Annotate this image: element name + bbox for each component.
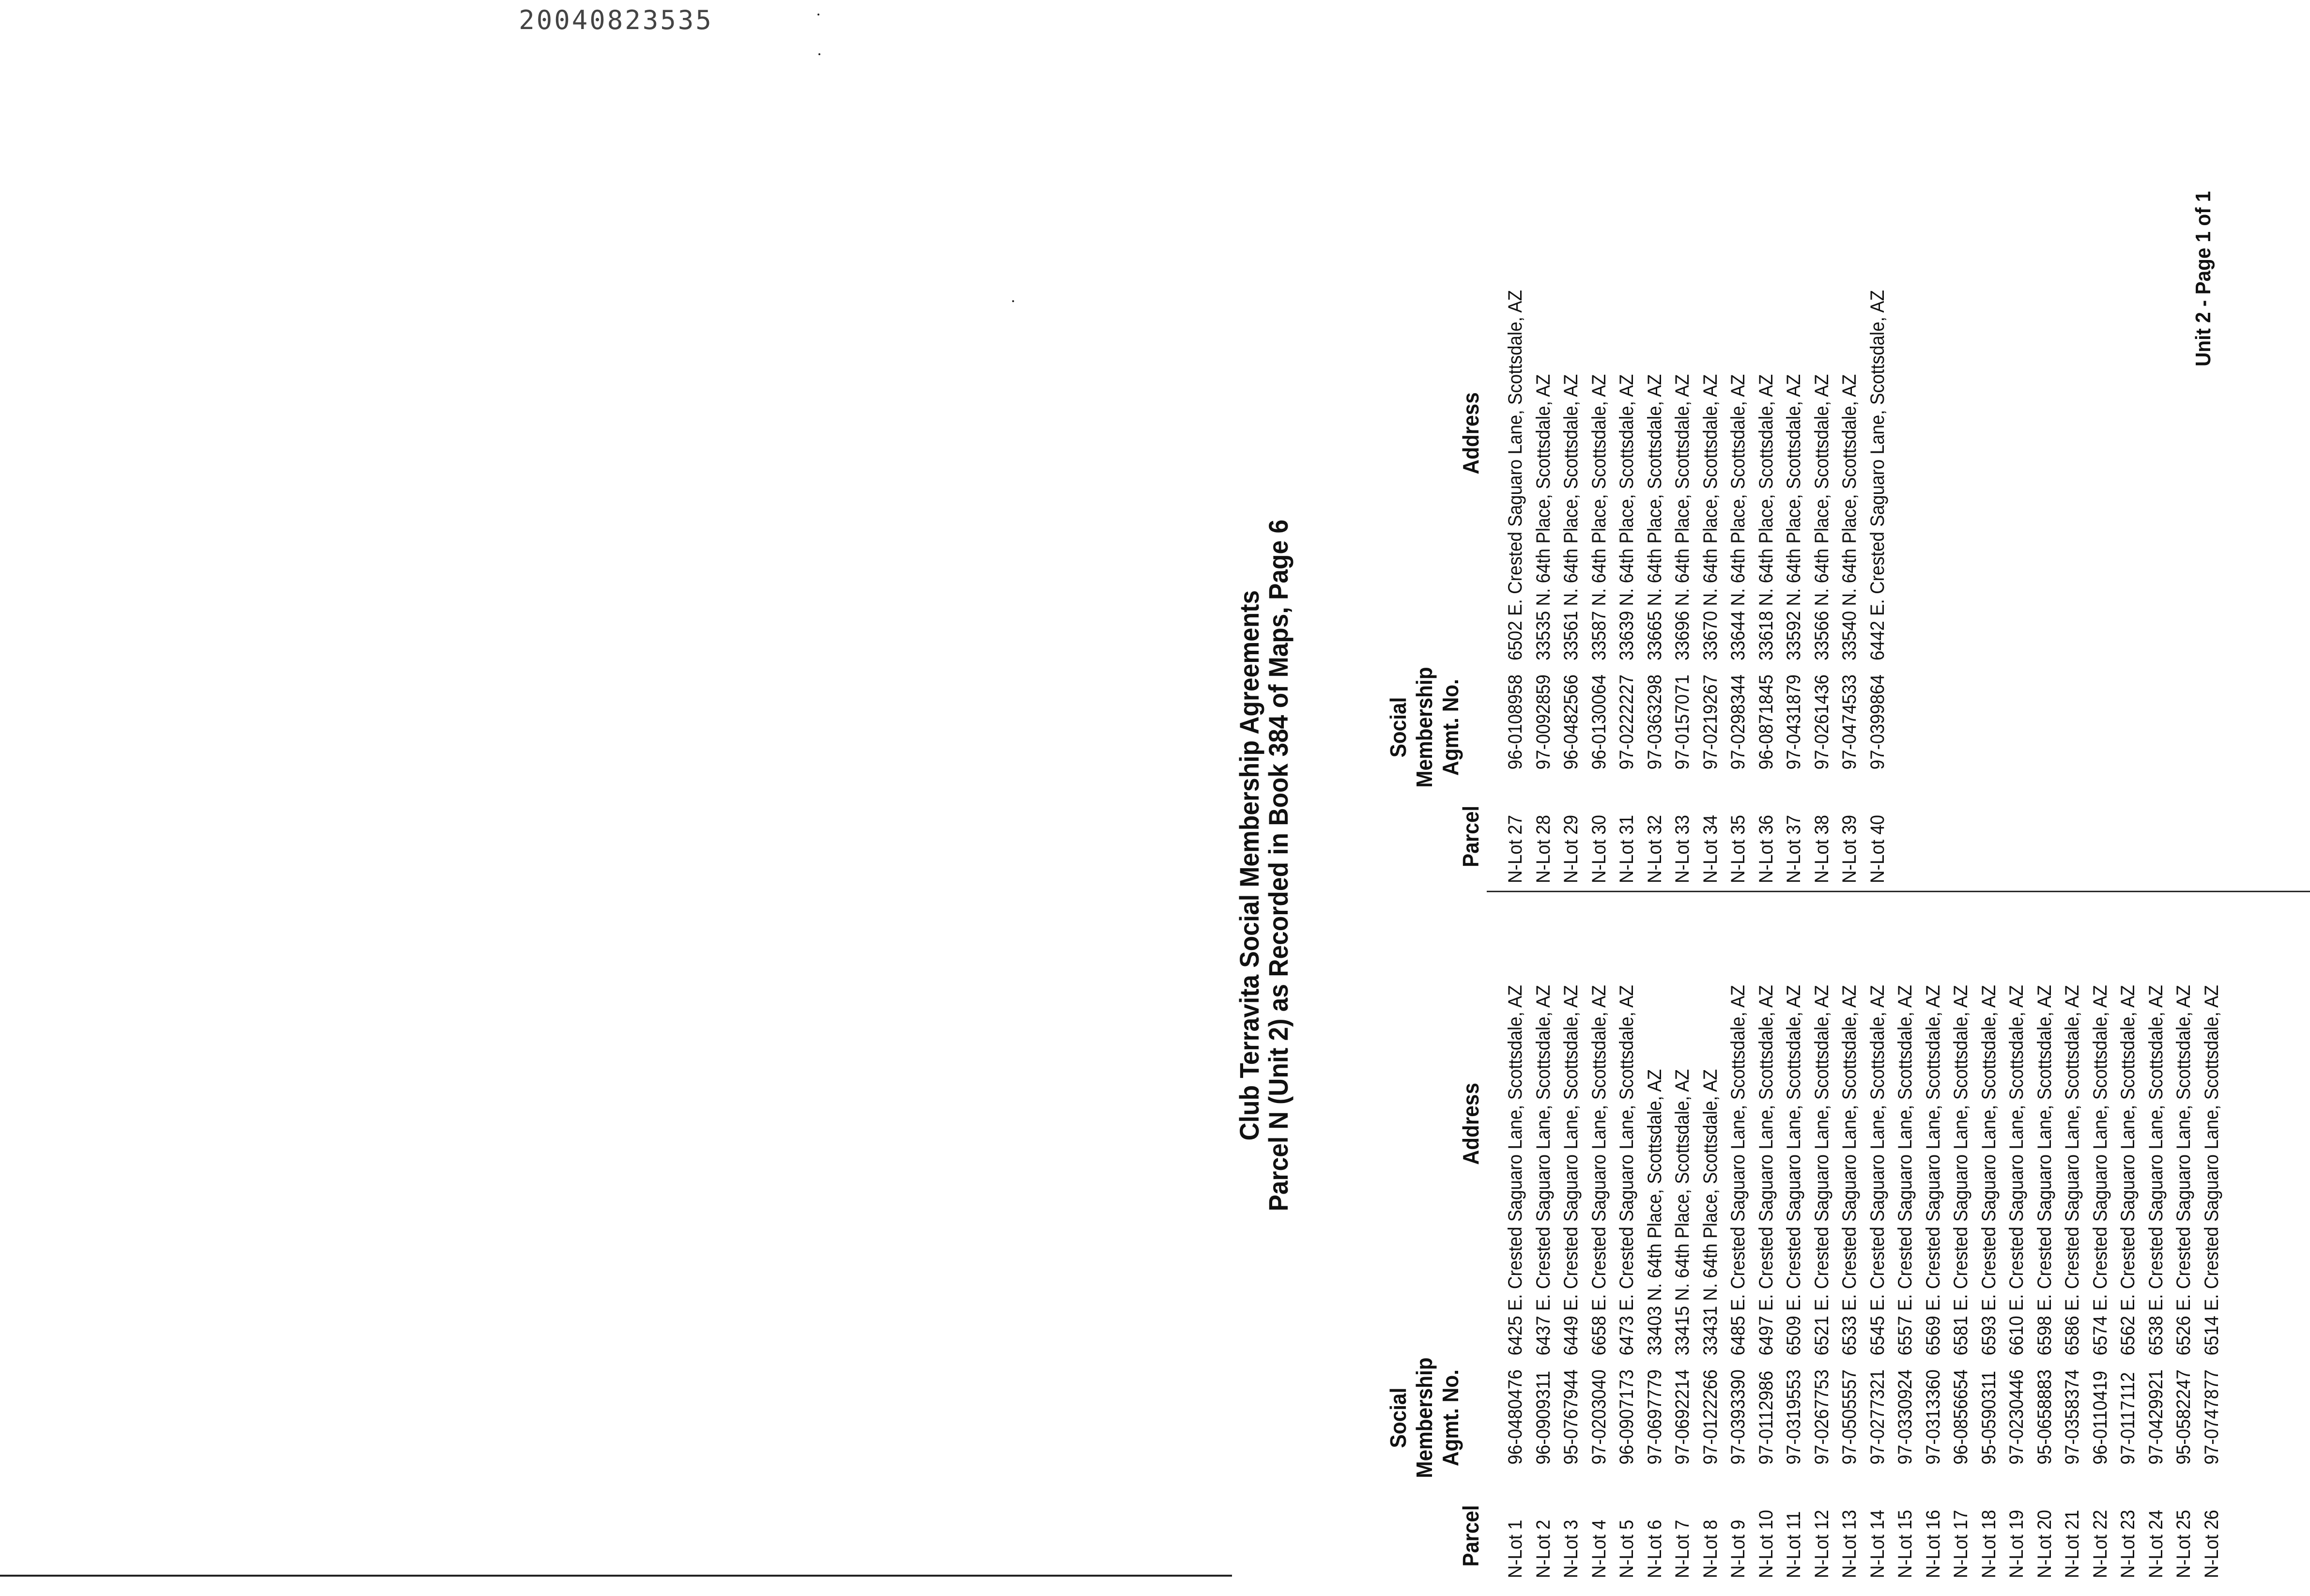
table-row	[2142, 910, 2170, 1578]
address-cell: 33540 N. 64th Place, Scottsdale, AZ	[1839, 374, 1860, 660]
parcel-cell: N-Lot 16	[1922, 1510, 1944, 1579]
parcel-cell: N-Lot 30	[1588, 814, 1610, 883]
left-header-agmt	[1385, 1351, 1463, 1485]
agmt-no-cell: 97-0298344	[1727, 674, 1749, 770]
address-cell: 33644 N. 64th Place, Scottsdale, AZ	[1727, 374, 1749, 660]
parcel-cell: N-Lot 18	[1978, 1510, 2000, 1579]
agmt-no-cell: 97-0117112	[2117, 1372, 2139, 1465]
right-header-agmt	[1385, 660, 1463, 794]
agmt-no-cell: 96-0482566	[1560, 674, 1582, 770]
table-row	[2058, 910, 2086, 1578]
table-row	[1696, 910, 1725, 1578]
table-row	[1585, 215, 1613, 883]
table-row	[1780, 910, 1808, 1578]
title-block	[1235, 135, 1293, 1596]
table-row	[2086, 910, 2114, 1578]
address-cell: 6581 E. Crested Saguaro Lane, Scottsdale, AZ	[1950, 985, 1971, 1356]
parcel-cell: N-Lot 39	[1839, 814, 1860, 883]
agmt-no-cell: 96-0856654	[1950, 1369, 1971, 1465]
address-cell: 6538 E. Crested Saguaro Lane, Scottsdale, AZ	[2145, 985, 2167, 1356]
address-cell: 33696 N. 64th Place, Scottsdale, AZ	[1672, 374, 1693, 660]
address-cell: 6442 E. Crested Saguaro Lane, Scottsdale, AZ	[1866, 290, 1888, 660]
agmt-no-cell: 95-0590311	[1978, 1370, 2000, 1465]
address-cell: 6593 E. Crested Saguaro Lane, Scottsdale, AZ	[1978, 985, 2000, 1356]
table-row	[1835, 910, 1863, 1578]
table-row	[1975, 910, 2003, 1578]
agmt-no-cell: 97-0112986	[1755, 1370, 1777, 1465]
column-divider	[1487, 891, 2310, 892]
parcel-cell: N-Lot 26	[2201, 1510, 2222, 1579]
parcel-cell: N-Lot 31	[1616, 814, 1637, 883]
table-row	[1752, 910, 1780, 1578]
agmt-no-cell: 96-0871845	[1755, 674, 1777, 770]
address-cell: 33431 N. 64th Place, Scottsdale, AZ	[1699, 1069, 1721, 1356]
right-header-address: Address	[1458, 392, 1483, 475]
agmt-no-cell: 96-0909311	[1532, 1370, 1554, 1465]
table-row	[1641, 910, 1669, 1578]
agmt-no-cell: 97-0393390	[1727, 1369, 1749, 1465]
agmt-no-cell: 97-0431879	[1783, 674, 1804, 770]
table-row	[1863, 910, 1892, 1578]
parcel-cell: N-Lot 12	[1811, 1510, 1833, 1579]
table-row	[1557, 910, 1585, 1578]
address-cell: 6610 E. Crested Saguaro Lane, Scottsdale, AZ	[2006, 985, 2027, 1356]
right-header-parcel: Parcel	[1458, 805, 1483, 867]
rotated-page	[1109, 191, 2222, 1596]
left-header-parcel: Parcel	[1458, 1505, 1483, 1567]
address-cell: 33415 N. 64th Place, Scottsdale, AZ	[1672, 1069, 1693, 1356]
address-cell: 6437 E. Crested Saguaro Lane, Scottsdale, AZ	[1532, 985, 1554, 1356]
address-cell: 6509 E. Crested Saguaro Lane, Scottsdale, AZ	[1783, 985, 1804, 1356]
address-cell: 6526 E. Crested Saguaro Lane, Scottsdale, AZ	[2173, 985, 2194, 1356]
agmt-no-cell: 96-0110419	[2089, 1370, 2111, 1465]
address-cell: 33561 N. 64th Place, Scottsdale, AZ	[1560, 374, 1582, 660]
agmt-no-cell: 97-0267753	[1811, 1369, 1833, 1465]
table-row	[1557, 215, 1585, 883]
right-header-agmt-line3: Agmt. No.	[1438, 679, 1463, 776]
agmt-no-cell: 96-0907173	[1616, 1369, 1637, 1465]
scan-speck	[817, 14, 819, 15]
address-cell: 6545 E. Crested Saguaro Lane, Scottsdale, AZ	[1866, 985, 1888, 1356]
agmt-no-cell: 97-0230446	[2006, 1369, 2027, 1465]
table-row	[1947, 910, 1975, 1578]
parcel-cell: N-Lot 8	[1699, 1519, 1721, 1579]
agmt-no-cell: 97-0474533	[1839, 674, 1860, 770]
right-header-agmt-line1: Social	[1386, 697, 1411, 758]
parcel-cell: N-Lot 21	[2062, 1510, 2083, 1579]
table-row	[1752, 215, 1780, 883]
address-cell: 6586 E. Crested Saguaro Lane, Scottsdale, AZ	[2062, 985, 2083, 1356]
table-row	[1529, 910, 1557, 1578]
table-row	[1641, 215, 1669, 883]
parcel-cell: N-Lot 3	[1560, 1519, 1582, 1579]
agmt-no-cell: 96-0130064	[1588, 674, 1610, 770]
address-cell: 6473 E. Crested Saguaro Lane, Scottsdale, AZ	[1616, 985, 1637, 1356]
address-cell: 6533 E. Crested Saguaro Lane, Scottsdale, AZ	[1839, 985, 1860, 1356]
table-row	[1696, 215, 1725, 883]
address-cell: 6574 E. Crested Saguaro Lane, Scottsdale, AZ	[2089, 985, 2111, 1356]
address-cell: 33587 N. 64th Place, Scottsdale, AZ	[1588, 374, 1610, 660]
left-header-agmt-line2: Membership	[1412, 1357, 1437, 1478]
parcel-cell: N-Lot 25	[2173, 1510, 2194, 1579]
address-cell: 33665 N. 64th Place, Scottsdale, AZ	[1644, 374, 1665, 660]
right-header-agmt-line2: Membership	[1412, 667, 1437, 788]
parcel-cell: N-Lot 33	[1672, 814, 1693, 883]
address-cell: 33403 N. 64th Place, Scottsdale, AZ	[1644, 1069, 1665, 1356]
parcel-cell: N-Lot 23	[2117, 1510, 2139, 1579]
address-cell: 6502 E. Crested Saguaro Lane, Scottsdale, AZ	[1505, 290, 1526, 660]
table-row	[2170, 910, 2198, 1578]
parcel-cell: N-Lot 19	[2006, 1510, 2027, 1579]
parcel-cell: N-Lot 32	[1644, 814, 1665, 883]
address-cell: 6557 E. Crested Saguaro Lane, Scottsdale, AZ	[1894, 985, 1916, 1356]
parcel-cell: N-Lot 40	[1866, 814, 1888, 883]
parcel-cell: N-Lot 7	[1672, 1519, 1693, 1579]
table-row	[1863, 215, 1892, 883]
agmt-no-cell: 97-0203040	[1588, 1369, 1610, 1465]
address-cell: 6449 E. Crested Saguaro Lane, Scottsdale, AZ	[1560, 985, 1582, 1356]
title-line-1: Club Terravita Social Membership Agreements	[1234, 590, 1264, 1141]
address-cell: 33670 N. 64th Place, Scottsdale, AZ	[1699, 374, 1721, 660]
table-row	[1668, 910, 1696, 1578]
parcel-cell: N-Lot 9	[1727, 1519, 1749, 1579]
address-cell: 6598 E. Crested Saguaro Lane, Scottsdale, AZ	[2033, 985, 2055, 1356]
table-row	[1613, 215, 1641, 883]
table-row	[1835, 215, 1863, 883]
agmt-no-cell: 97-0277321	[1866, 1369, 1888, 1465]
table-row	[2002, 910, 2031, 1578]
table-row	[1808, 910, 1836, 1578]
address-cell: 6485 E. Crested Saguaro Lane, Scottsdale, AZ	[1727, 985, 1749, 1356]
agmt-no-cell: 97-0358374	[2062, 1369, 2083, 1465]
address-cell: 6569 E. Crested Saguaro Lane, Scottsdale, AZ	[1922, 985, 1944, 1356]
table-row	[1724, 910, 1752, 1578]
parcel-cell: N-Lot 1	[1505, 1519, 1526, 1579]
scan-speck	[1012, 300, 1014, 302]
agmt-no-cell: 97-0747877	[2201, 1369, 2222, 1465]
agmt-no-cell: 97-0330924	[1894, 1369, 1916, 1465]
left-header-address: Address	[1458, 1083, 1483, 1165]
agmt-no-cell: 97-0122266	[1699, 1369, 1721, 1465]
parcel-cell: N-Lot 14	[1866, 1510, 1888, 1579]
address-cell: 33535 N. 64th Place, Scottsdale, AZ	[1532, 374, 1554, 660]
title-line-2: Parcel N (Unit 2) as Recorded in Book 384 of Maps, Page 6	[1263, 519, 1294, 1212]
table-row	[1891, 910, 1919, 1578]
left-header-agmt-line3: Agmt. No.	[1438, 1369, 1463, 1466]
agmt-no-cell: 95-0582247	[2173, 1369, 2194, 1465]
table-row	[1919, 910, 1947, 1578]
address-cell: 6658 E. Crested Saguaro Lane, Scottsdale, AZ	[1588, 985, 1610, 1356]
parcel-cell: N-Lot 24	[2145, 1510, 2167, 1579]
table-row	[2114, 910, 2142, 1578]
address-cell: 33592 N. 64th Place, Scottsdale, AZ	[1783, 374, 1804, 660]
parcel-cell: N-Lot 11	[1783, 1511, 1804, 1579]
parcel-cell: N-Lot 15	[1894, 1510, 1916, 1579]
address-cell: 33639 N. 64th Place, Scottsdale, AZ	[1616, 374, 1637, 660]
agmt-no-cell: 95-0767944	[1560, 1369, 1582, 1465]
agmt-no-cell: 97-0222227	[1616, 674, 1637, 770]
agmt-no-cell: 97-0429921	[2145, 1369, 2167, 1465]
page-content	[1109, 191, 2222, 1596]
agmt-no-cell: 97-0505557	[1839, 1369, 1860, 1465]
parcel-cell: N-Lot 17	[1950, 1510, 1971, 1579]
scan-speck	[818, 53, 820, 55]
parcel-cell: N-Lot 35	[1727, 814, 1749, 883]
table-row	[1613, 910, 1641, 1578]
table-row	[2198, 910, 2226, 1578]
agmt-no-cell: 97-0399864	[1866, 674, 1888, 770]
parcel-cell: N-Lot 37	[1783, 814, 1804, 883]
parcel-cell: N-Lot 38	[1811, 814, 1833, 883]
table-row	[1501, 910, 1529, 1578]
agmt-no-cell: 97-0157071	[1672, 674, 1693, 770]
agmt-no-cell: 96-0480476	[1505, 1369, 1526, 1465]
page-footer: Unit 2 - Page 1 of 1	[2191, 191, 2215, 367]
left-header-agmt-line1: Social	[1386, 1387, 1411, 1448]
agmt-no-cell: 96-0108958	[1505, 674, 1526, 770]
address-cell: 6497 E. Crested Saguaro Lane, Scottsdale, AZ	[1755, 985, 1777, 1356]
parcel-cell: N-Lot 28	[1532, 814, 1554, 883]
parcel-cell: N-Lot 36	[1755, 814, 1777, 883]
address-cell: 6425 E. Crested Saguaro Lane, Scottsdale, AZ	[1505, 985, 1526, 1356]
table-row	[1808, 215, 1836, 883]
parcel-cell: N-Lot 13	[1839, 1510, 1860, 1579]
table-row	[1780, 215, 1808, 883]
address-cell: 6514 E. Crested Saguaro Lane, Scottsdale, AZ	[2201, 985, 2222, 1356]
parcel-cell: N-Lot 20	[2033, 1510, 2055, 1579]
parcel-cell: N-Lot 27	[1505, 814, 1526, 883]
parcel-cell: N-Lot 34	[1699, 814, 1721, 883]
agmt-no-cell: 97-0219267	[1699, 674, 1721, 770]
agmt-no-cell: 97-0092859	[1532, 674, 1554, 770]
agmt-no-cell: 97-0697779	[1644, 1369, 1665, 1465]
parcel-cell: N-Lot 4	[1588, 1519, 1610, 1579]
table-row	[1529, 215, 1557, 883]
table-row	[2031, 910, 2059, 1578]
parcel-cell: N-Lot 10	[1755, 1510, 1777, 1579]
address-cell: 33618 N. 64th Place, Scottsdale, AZ	[1755, 374, 1777, 660]
document-number: 20040823535	[519, 5, 713, 35]
agmt-no-cell: 97-0319553	[1783, 1369, 1804, 1465]
bottom-rule	[0, 1575, 1232, 1577]
table-row	[1668, 215, 1696, 883]
table-row	[1585, 910, 1613, 1578]
agmt-no-cell: 97-0313360	[1922, 1369, 1944, 1465]
address-cell: 6521 E. Crested Saguaro Lane, Scottsdale, AZ	[1811, 985, 1833, 1356]
agmt-no-cell: 97-0363298	[1644, 674, 1665, 770]
table-row	[1724, 215, 1752, 883]
parcel-cell: N-Lot 22	[2089, 1510, 2111, 1579]
parcel-cell: N-Lot 29	[1560, 814, 1582, 883]
parcel-cell: N-Lot 2	[1532, 1519, 1554, 1579]
table-row	[1501, 215, 1529, 883]
parcel-cell: N-Lot 5	[1616, 1519, 1637, 1579]
address-cell: 33566 N. 64th Place, Scottsdale, AZ	[1811, 374, 1833, 660]
agmt-no-cell: 97-0692214	[1672, 1369, 1693, 1465]
agmt-no-cell: 97-0261436	[1811, 674, 1833, 770]
parcel-cell: N-Lot 6	[1644, 1519, 1665, 1579]
address-cell: 6562 E. Crested Saguaro Lane, Scottsdale, AZ	[2117, 985, 2139, 1356]
agmt-no-cell: 95-0658883	[2033, 1369, 2055, 1465]
